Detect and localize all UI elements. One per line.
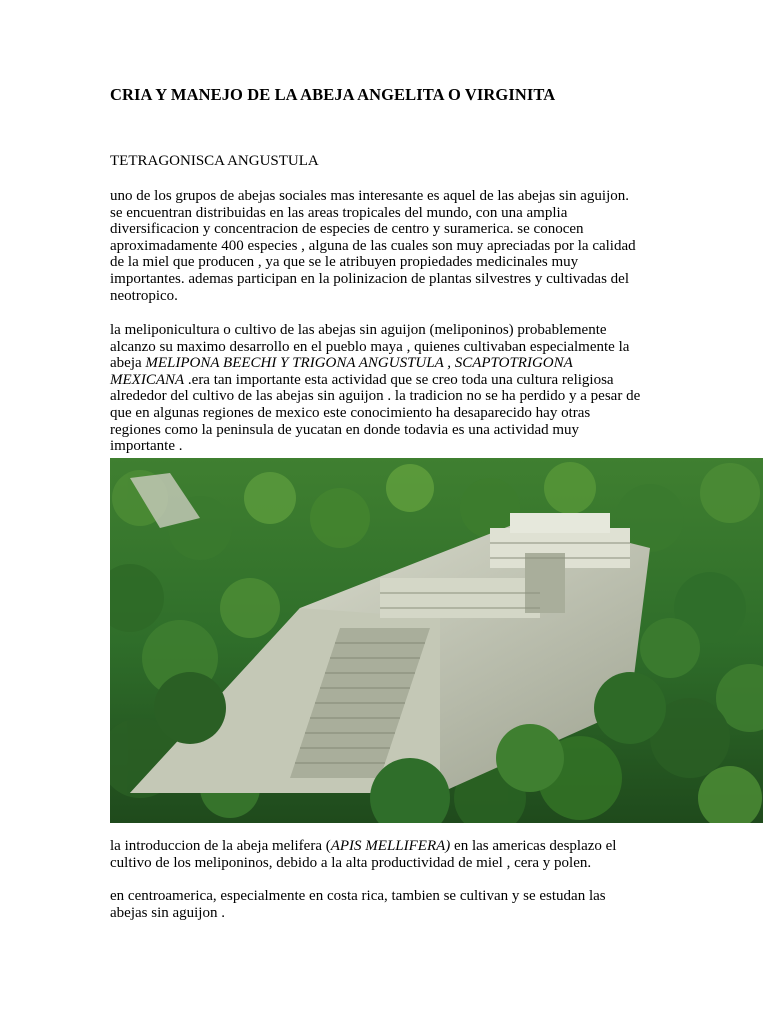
text-run: en las americas desplazo el [450,838,617,854]
paragraph-intro [110,188,670,304]
paragraph-line: de la miel que producen , ya que se le atribuyen propiedades medicinales muy [110,254,579,271]
text-run: abeja [110,355,146,372]
paragraph-centroamerica [110,888,670,921]
paragraph-line: la meliponicultura o cultivo de las abejas sin aguijon (meliponinos) probablemente [110,322,607,338]
paragraph-meliponicultura [110,322,670,455]
paragraph-line: alcanzo su maximo desarrollo en el pueblo maya , quienes cultivaban especialmente la [110,338,630,355]
paragraph-line: que en algunas regiones de mexico este conocimiento ha desaparecido hay otras [110,404,591,421]
text-run: la introduccion de la abeja melifera ( [110,838,331,854]
paragraph-line: uno de los grupos de abejas sociales mas interesante es aquel de las abejas sin aguijon. [110,188,630,204]
photo-illustration [110,458,763,823]
species-name-italic: APIS MELLIFERA) [330,838,451,854]
paragraph-line: en centroamerica, especialmente en costa rica, tambien se cultivan y se estudan las [110,888,606,904]
document-subtitle: TETRAGONISCA ANGUSTULA [110,153,319,169]
paragraph-line: neotropico. [110,287,178,304]
maya-pyramid-photo [110,458,763,823]
species-name-italic: MEXICANA [110,371,185,388]
paragraph-apis-mellifera [110,838,670,871]
paragraph-line: importantes. ademas participan en la polinizacion de plantas silvestres y cultivadas del [110,270,630,287]
paragraph-line: cultivo de los meliponinos, debido a la alta productividad de miel , cera y polen. [110,854,592,871]
paragraph-line: diversificacion y concentracion de especies de centro y suramerica. se conocen [110,221,584,238]
paragraph-line: regiones como la peninsula de yucatan en donde todavia es una actividad muy [110,421,580,438]
paragraph-line: aproximadamente 400 especies , alguna de las cuales son muy apreciadas por la calidad [110,237,636,254]
paragraph-line [110,355,670,372]
document-title: CRIA Y MANEJO DE LA ABEJA ANGELITA O VIRGINITA [110,85,556,104]
text-run: .era tan importante esta actividad que se creo toda una cultura religiosa [184,371,614,388]
paragraph-line: importante . [110,438,183,455]
paragraph-line: alrededor del cultivo de las abejas sin aguijon . la tradicion no se ha perdido y a pesar de [110,388,641,405]
species-names-italic: MELIPONA BEECHI Y TRIGONA ANGUSTULA , SCAPTOTRIGONA [145,355,573,372]
paragraph-line [110,838,670,855]
paragraph-line [110,372,670,389]
paragraph-line: se encuentran distribuidas en las areas tropicales del mundo, con una amplia [110,204,568,221]
paragraph-line: abejas sin aguijon . [110,904,225,921]
